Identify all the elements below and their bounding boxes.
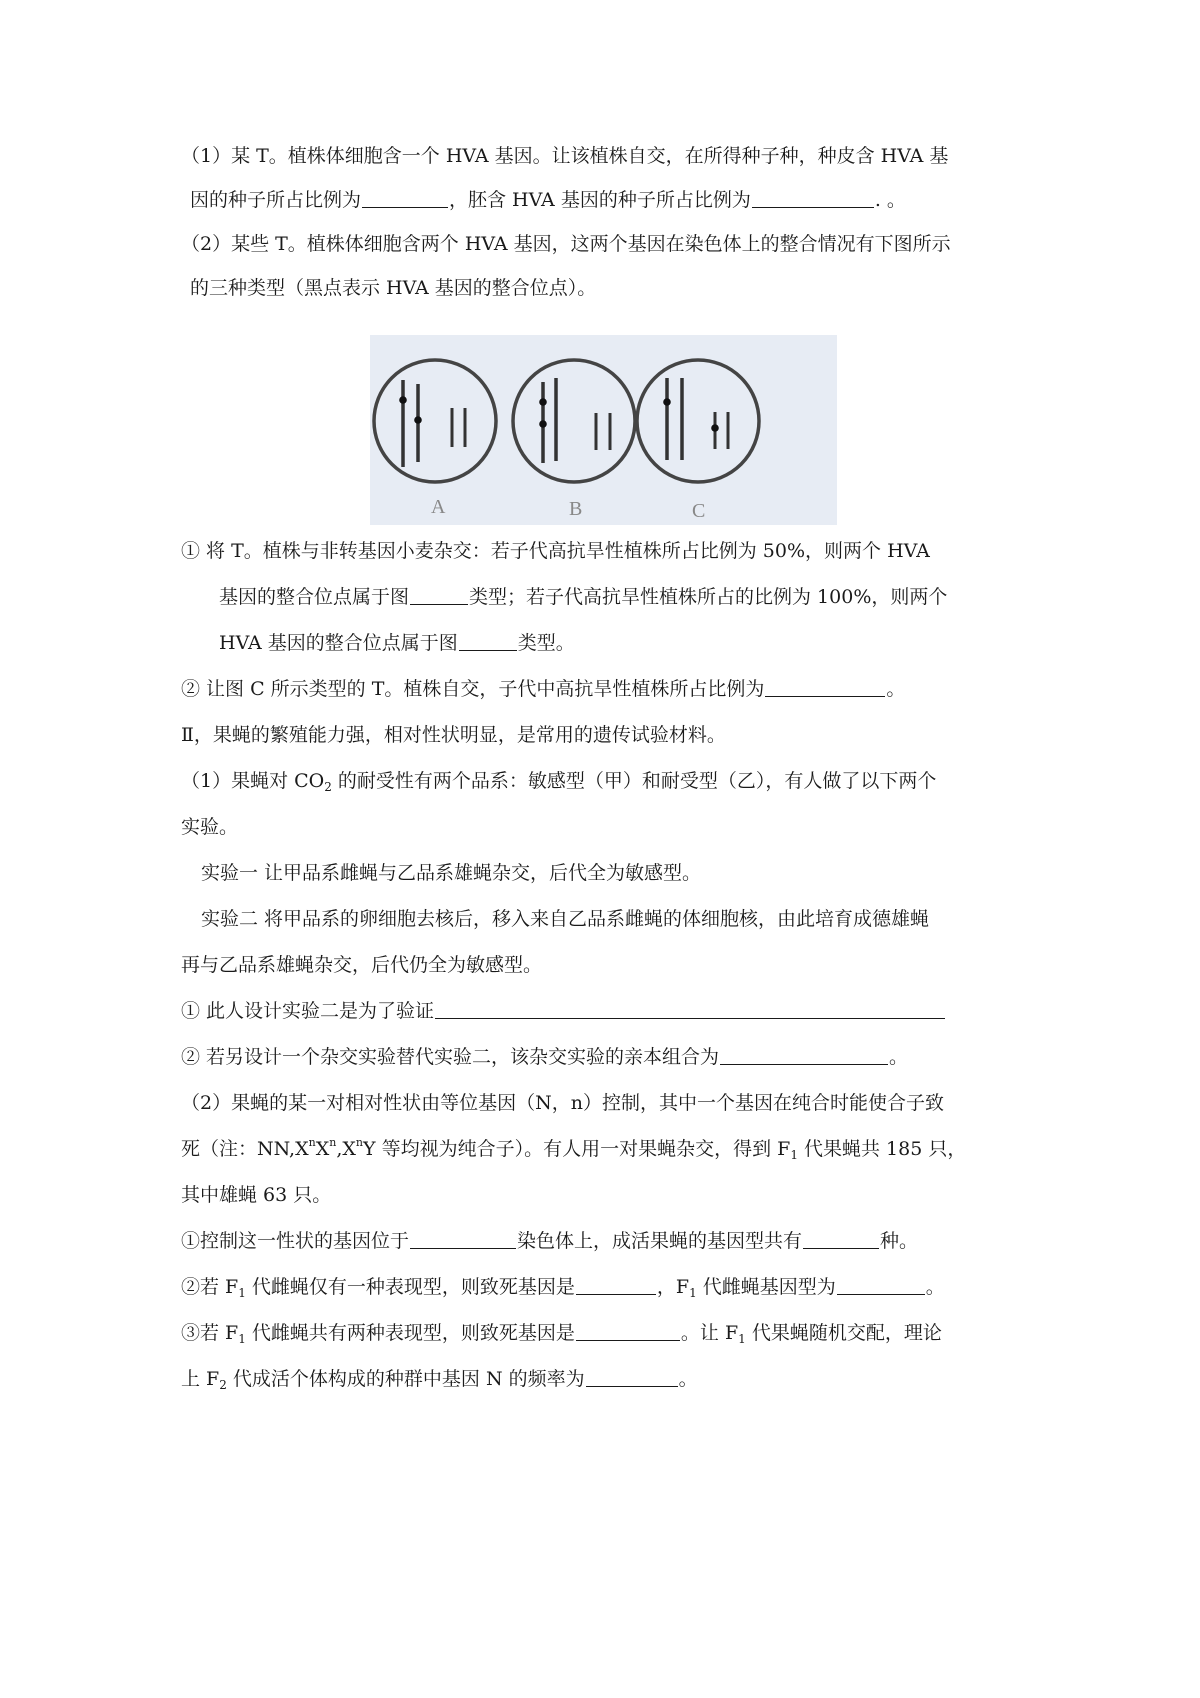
answer-blank[interactable] — [576, 1320, 680, 1341]
figure-label-c: C — [692, 500, 706, 522]
item1-line3: HVA 基因的整合位点属于图 类型。 — [219, 632, 575, 654]
p2q2-line1: （2）果蝇的某一对相对性状由等位基因（N，n）控制，其中一个基因在纯合时能使合子致 — [181, 1092, 944, 1114]
q2-line2: 的三种类型（黑点表示 HVA 基因的整合位点）。 — [190, 277, 597, 299]
p2q2-item3-cont: 上 $F_2$ 代成活个体构成的种群中基因 N 的频率为 。 — [181, 1368, 698, 1392]
gene-dot — [414, 416, 422, 424]
gene-dot — [539, 398, 547, 406]
figure-label-b: B — [569, 498, 583, 520]
answer-blank[interactable] — [576, 1274, 656, 1295]
item2-line: ② 让图 C 所示类型的 T。植株自交，子代中高抗旱性植株所占比例为 。 — [181, 678, 906, 700]
cell-diagram-b — [513, 360, 635, 482]
item1-line1: ① 将 T。植株与非转基因小麦杂交：若子代高抗旱性植株所占比例为 50%，则两个 HVA — [181, 540, 930, 562]
q1-line2: 因的种子所占比例为 ，胚含 HVA 基因的种子所占比例为 . 。 — [190, 189, 906, 211]
answer-blank[interactable] — [720, 1044, 888, 1065]
answer-blank[interactable] — [435, 998, 945, 1019]
gene-dot — [399, 396, 407, 404]
answer-blank[interactable] — [410, 1228, 516, 1249]
item1-line2: 基因的整合位点属于图 类型；若子代高抗旱性植株所占的比例为 100%，则两个 — [219, 586, 948, 608]
p2q1-line1: （1）果蝇对 $CO_2$ 的耐受性有两个品系：敏感型（甲）和耐受型（乙），有人做了以下两个 — [181, 770, 937, 794]
cell-diagram-c — [637, 360, 759, 482]
cell-diagram-a — [374, 360, 496, 482]
p2q2-item1: ①控制这一性状的基因位于 染色体上，成活果蝇的基因型共有 种。 — [181, 1230, 919, 1252]
part2-heading: Ⅱ，果蝇的繁殖能力强，相对性状明显，是常用的遗传试验材料。 — [181, 724, 726, 746]
p2q2-item2: ②若 $F_1$ 代雌蝇仅有一种表现型，则致死基因是 ，$F_1$ 代雌蝇基因型为 。 — [181, 1276, 945, 1300]
answer-blank[interactable] — [459, 630, 517, 651]
p2q2-line2: 死（注：$NN,X^nX^n,X^nY$ 等均视为纯合子）。有人用一对果蝇杂交，得到 $F_1$ 代果蝇共 185 只， — [181, 1136, 967, 1162]
p2q1-item1: ① 此人设计实验二是为了验证 — [181, 998, 1025, 1024]
answer-blank[interactable] — [362, 187, 448, 208]
p2q1-item2: ② 若另设计一个杂交实验替代实验二，该杂交实验的亲本组合为 。 — [181, 1046, 909, 1068]
chromosome-figure — [370, 335, 837, 525]
p2q2-line3: 其中雄蝇 63 只。 — [181, 1184, 332, 1206]
p2q2-item3: ③若 $F_1$ 代雌蝇共有两种表现型，则致死基因是 。让 $F_1$ 代果蝇随机交配，理论 — [181, 1322, 942, 1346]
answer-blank[interactable] — [803, 1228, 879, 1249]
experiment-1: 实验一 让甲品系雌蝇与乙品系雄蝇杂交，后代全为敏感型。 — [201, 862, 702, 884]
experiment-2-line1: 实验二 将甲品系的卵细胞去核后，移入来自乙品系雌蝇的体细胞核，由此培育成德雄蝇 — [201, 908, 930, 930]
experiment-2-line2: 再与乙品系雄蝇杂交，后代仍全为敏感型。 — [181, 954, 543, 976]
answer-blank[interactable] — [752, 187, 874, 208]
q1-line1: （1）某 T。植株体细胞含一个 HVA 基因。让该植株自交，在所得种子种，种皮含 HVA 基 — [181, 145, 949, 167]
gene-dot — [663, 398, 671, 406]
gene-dot — [539, 420, 547, 428]
answer-blank[interactable] — [586, 1366, 678, 1387]
p2q1-line2: 实验。 — [181, 816, 239, 838]
gene-dot — [711, 424, 719, 432]
answer-blank[interactable] — [837, 1274, 925, 1295]
answer-blank[interactable] — [765, 676, 885, 697]
figure-label-a: A — [431, 496, 446, 518]
answer-blank[interactable] — [410, 584, 468, 605]
q2-line1: （2）某些 T。植株体细胞含两个 HVA 基因，这两个基因在染色体上的整合情况有下图所示 — [181, 233, 951, 255]
